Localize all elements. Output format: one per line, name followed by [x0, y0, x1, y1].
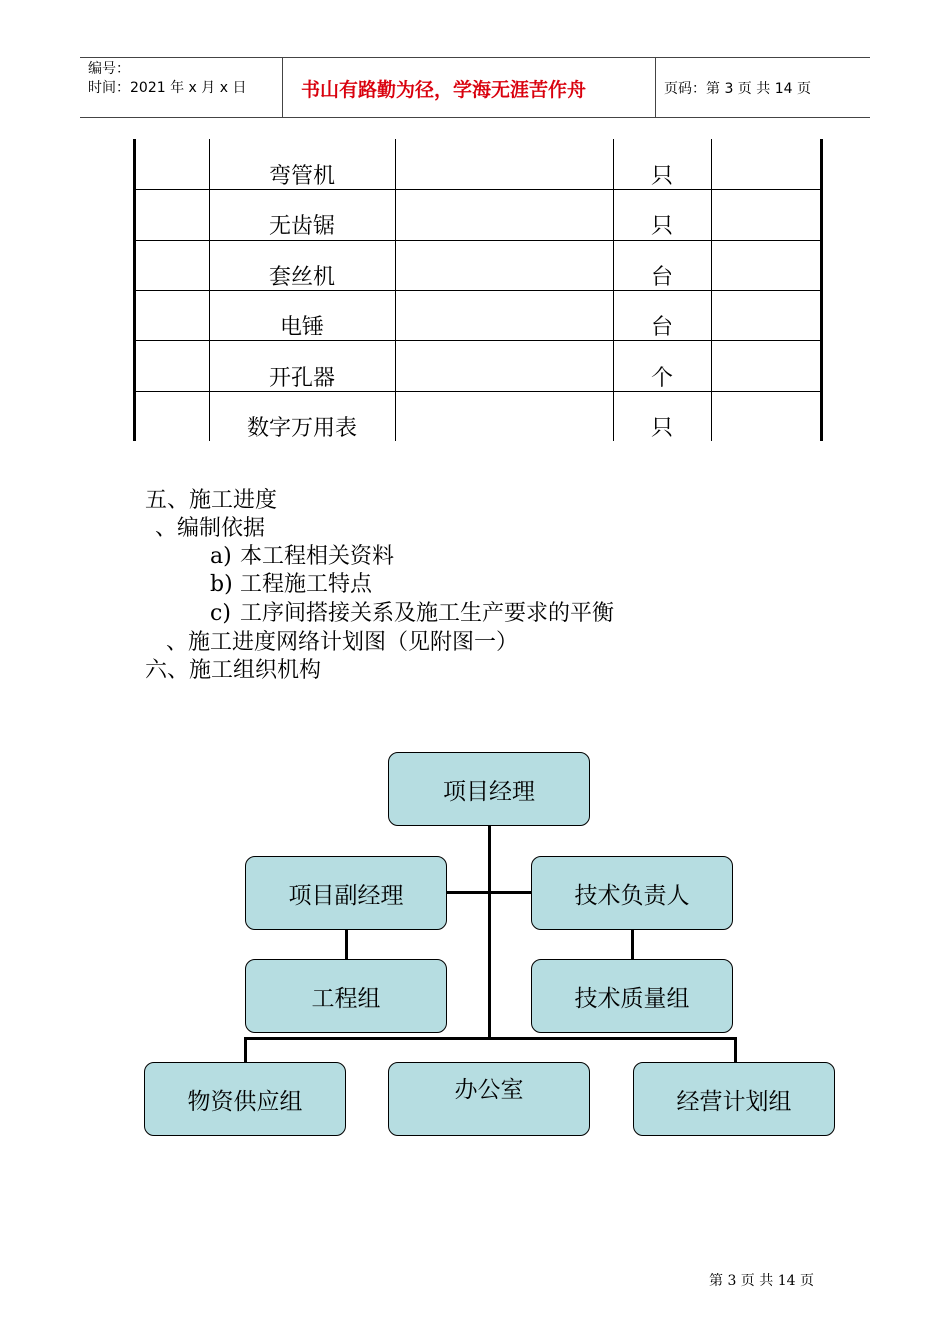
table-cell-unit: 只: [650, 214, 673, 239]
org-branch-line: [631, 930, 634, 960]
doc-number-label: 编号：: [88, 61, 130, 77]
header-motto: 书山有路勤为径，学海无涯苦作舟: [301, 79, 587, 101]
org-heading: 六、施工组织机构: [145, 658, 322, 683]
footer-page-info: 第 3 页 共 14 页: [709, 1273, 814, 1289]
header-page-info: 页码：第 3 页 共 14 页: [664, 81, 811, 97]
table-cell-name: 无齿锯: [268, 214, 335, 239]
org-branch-line: [345, 930, 348, 960]
list-item: 工程施工特点: [240, 572, 373, 597]
org-trunk-line: [488, 826, 491, 1038]
org-branch-line: [447, 891, 531, 894]
list-item: 本工程相关资料: [240, 544, 395, 569]
list-marker: b): [210, 572, 233, 597]
equipment-table: [133, 139, 823, 441]
basis-heading: 、编制依据: [155, 516, 266, 541]
header-divider-2: [655, 57, 656, 117]
table-cell-unit: 台: [650, 265, 673, 290]
table-cell-name: 电锤: [279, 315, 324, 340]
org-box-quality-group: 技术质量组: [531, 959, 733, 1033]
table-cell-unit: 只: [650, 164, 673, 189]
org-box-planning-group: 经营计划组: [633, 1062, 835, 1136]
org-box-supply-group: 物资供应组: [144, 1062, 346, 1136]
header-divider-1: [282, 57, 283, 117]
date-label: 时间：2021 年 x 月 x 日: [88, 80, 247, 96]
list-marker: a): [210, 544, 232, 569]
table-cell-name: 开孔器: [268, 366, 335, 391]
header-bottom-rule: [80, 117, 870, 118]
org-branch-line: [244, 1037, 247, 1063]
table-cell-name: 套丝机: [268, 265, 335, 290]
org-box-deputy-manager: 项目副经理: [245, 856, 447, 930]
table-cell-unit: 台: [650, 315, 673, 340]
org-bottom-bar: [244, 1037, 737, 1040]
org-box-engineering-group: 工程组: [245, 959, 447, 1033]
org-branch-line: [734, 1037, 737, 1063]
table-cell-name: 数字万用表: [246, 416, 357, 441]
list-marker: c): [210, 601, 231, 626]
network-plan-line: 、施工进度网络计划图（见附图一）: [166, 630, 519, 655]
table-cell-unit: 个: [650, 366, 673, 391]
list-item: 工序间搭接关系及施工生产要求的平衡: [240, 601, 615, 626]
org-box-technical-lead: 技术负责人: [531, 856, 733, 930]
schedule-heading: 五、施工进度: [145, 488, 278, 513]
table-cell-unit: 只: [650, 416, 673, 441]
header-top-rule: [80, 57, 870, 58]
org-box-project-manager: 项目经理: [388, 752, 590, 826]
org-box-office: 办公室: [388, 1062, 590, 1136]
table-cell-name: 弯管机: [268, 164, 335, 189]
table-row-divider: [133, 240, 823, 241]
